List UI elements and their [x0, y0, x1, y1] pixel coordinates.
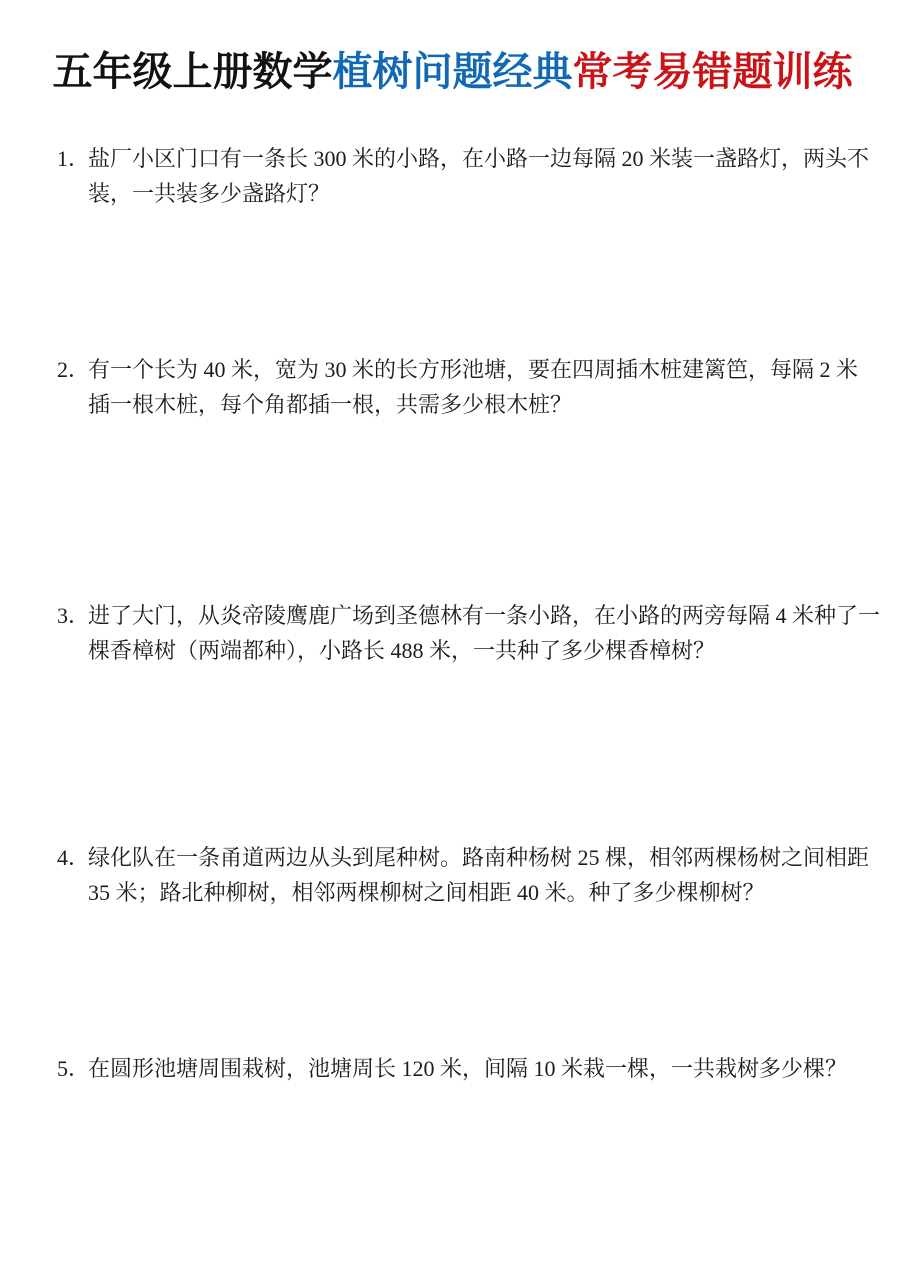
question-1-number: 1．: [57, 146, 91, 171]
question-1-line-1: [57, 141, 872, 176]
question-1-line-2: 装，一共装多少盏路灯？: [88, 181, 331, 206]
question-1-text-1: 盐厂小区门口有一条长 300 米的小路，在小路一边每隔 20 米装一盏路灯，两头不: [88, 146, 870, 171]
title-segment-topic: 植树问题经典: [332, 50, 573, 94]
question-2-text-1: 有一个长为 40 米，宽为 30 米的长方形池塘，要在四周插木桩建篱笆，每隔 2 米: [88, 357, 859, 382]
question-3-line-1: [57, 598, 881, 633]
question-5-line-1: [57, 1051, 872, 1086]
question-4-text-1: 绿化队在一条甬道两边从头到尾种树。路南种杨树 25 棵，相邻两棵杨树之间相距: [88, 845, 870, 870]
question-2: [57, 352, 872, 422]
question-1: [57, 141, 872, 211]
title-segment-training: 常考易错题训练: [572, 50, 853, 94]
question-3-number: 3．: [57, 603, 91, 628]
question-5-number: 5．: [57, 1056, 91, 1081]
question-4-line-2: 35 米；路北种柳树，相邻两棵柳树之间相距 40 米。种了多少棵柳树？: [88, 880, 765, 905]
title-segment-grade: 五年级上册数学: [52, 50, 333, 94]
question-5-text-1: 在圆形池塘周围栽树，池塘周长 120 米，间隔 10 米栽一棵，一共栽树多少棵？: [88, 1056, 848, 1081]
question-2-number: 2．: [57, 357, 91, 382]
question-2-line-1: [57, 352, 872, 387]
worksheet-title: [0, 46, 905, 98]
question-2-line-2: 插一根木桩，每个角都插一根，共需多少根木桩？: [88, 392, 573, 417]
question-4-number: 4．: [57, 845, 91, 870]
question-5: [57, 1051, 872, 1086]
question-3-text-1: 进了大门，从炎帝陵鹰鹿广场到圣德林有一条小路，在小路的两旁每隔 4 米种了一: [88, 603, 881, 628]
question-4: [57, 840, 872, 910]
question-4-line-1: [57, 840, 872, 875]
question-3: [57, 598, 881, 668]
question-3-line-2: 棵香樟树（两端都种），小路长 488 米，一共种了多少棵香樟树？: [88, 638, 716, 663]
